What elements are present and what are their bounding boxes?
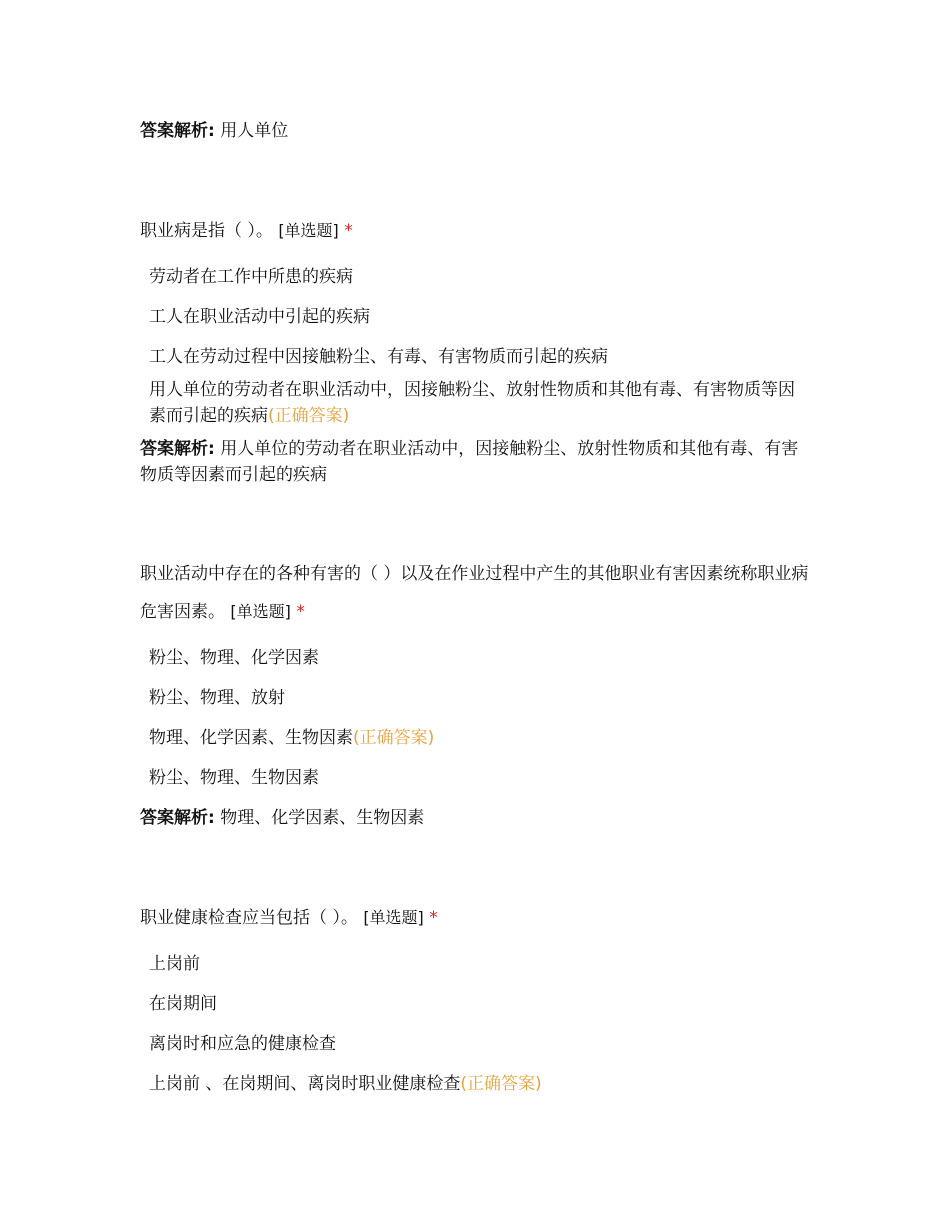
option-item[interactable]: 工人在劳动过程中因接触粉尘、有毒、有害物质而引起的疾病: [149, 347, 608, 367]
question-type: [单选题]: [278, 221, 339, 240]
analysis-label: 答案解析:: [140, 439, 215, 459]
option-item[interactable]: 粉尘、物理、生物因素: [149, 768, 319, 788]
option-item[interactable]: 粉尘、物理、化学因素: [149, 648, 319, 668]
question-type: [单选题]: [363, 908, 424, 927]
analysis-text: 物理、化学因素、生物因素: [220, 808, 425, 828]
analysis-label: 答案解析:: [140, 121, 215, 141]
option-item[interactable]: 工人在职业活动中引起的疾病: [149, 307, 370, 327]
question-title: [140, 899, 810, 937]
answer-analysis: [140, 118, 810, 144]
analysis-text: 用人单位的劳动者在职业活动中，因接触粉尘、放射性物质和其他有毒、有害物质等因素而引起的疾病: [140, 439, 799, 485]
answer-analysis: [140, 436, 810, 488]
option-item-correct[interactable]: 物理、化学因素、生物因素(正确答案): [149, 728, 435, 748]
question-title: [140, 212, 810, 250]
correct-answer-tag: (正确答案): [268, 406, 350, 426]
correct-answer-tag: (正确答案): [460, 1074, 542, 1094]
option-item[interactable]: 上岗前: [149, 954, 200, 974]
analysis-label: 答案解析:: [140, 808, 215, 828]
answer-analysis: [140, 805, 810, 831]
required-mark: *: [296, 602, 305, 622]
required-mark: *: [429, 908, 438, 928]
option-item[interactable]: 在岗期间: [149, 994, 217, 1014]
correct-answer-tag: (正确答案): [353, 728, 435, 748]
option-item[interactable]: 劳动者在工作中所患的疾病: [149, 267, 353, 287]
question-text: 职业病是指（ ）。: [140, 221, 273, 241]
analysis-text: 用人单位: [220, 121, 289, 141]
question-type: [单选题]: [230, 602, 291, 621]
option-item[interactable]: 粉尘、物理、放射: [149, 688, 285, 708]
question-2: [140, 555, 810, 631]
option-item-correct[interactable]: 上岗前 、在岗期间、离岗时职业健康检查(正确答案): [149, 1074, 542, 1094]
question-text: 职业活动中存在的各种有害的（ ）以及在作业过程中产生的其他职业有害因素统称职业病危害因素。: [140, 564, 809, 622]
question-title: [140, 555, 810, 631]
question-3: [140, 899, 810, 937]
required-mark: *: [344, 221, 353, 241]
option-item[interactable]: 离岗时和应急的健康检查: [149, 1034, 336, 1054]
option-item-correct[interactable]: 用人单位的劳动者在职业活动中，因接触粉尘、放射性物质和其他有毒、有害物质等因素而引起的疾病(正确答案): [149, 380, 795, 426]
question-text: 职业健康检查应当包括（ ）。: [140, 908, 358, 928]
question-1: [140, 212, 810, 250]
